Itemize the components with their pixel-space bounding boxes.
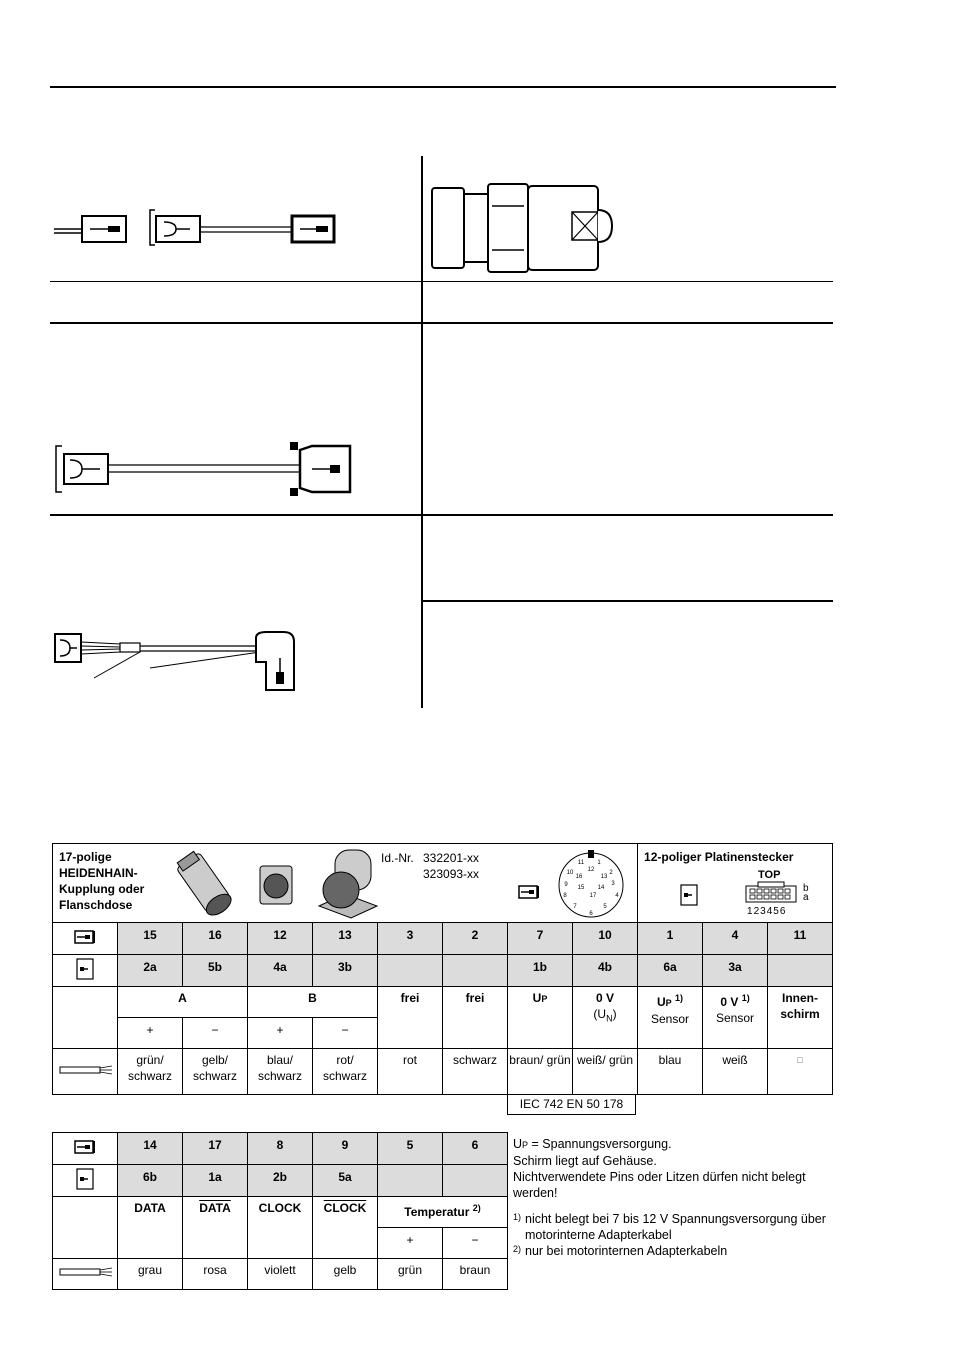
polarity-cell: − [443, 1228, 508, 1259]
flange-socket-image [256, 862, 296, 908]
id-label: Id.-Nr. [381, 851, 414, 865]
cable-diagram-sub-d [50, 436, 370, 500]
board-pin-cell [768, 955, 833, 987]
pin-label: 12 [587, 867, 595, 873]
pin-cell: 6 [443, 1133, 508, 1165]
wire-icon [56, 1064, 114, 1076]
wire-row-icon [53, 1259, 118, 1290]
wire-color: braun/ grün [508, 1049, 573, 1095]
connector-title: 17-polige HEIDENHAIN-Kupplung oder Flanschdose [59, 850, 145, 912]
board-connector-icon [76, 958, 94, 980]
male-connector-icon [73, 1139, 97, 1155]
pin-label: 13 [600, 874, 608, 880]
sensor-label: Sensor [716, 1011, 755, 1025]
board-pin-cell: 5b [183, 955, 248, 987]
pin-label: 2 [609, 870, 613, 876]
pin-table-1 [52, 843, 833, 1095]
wire-color: rot/ schwarz [313, 1049, 378, 1095]
board-pin-cell: 6b [118, 1165, 183, 1197]
pin-table-2 [52, 1132, 508, 1290]
signal-b: B [248, 987, 378, 1018]
signal-clock: CLOCK [248, 1197, 313, 1259]
signal-0v-sensor-label: 0 V [720, 995, 739, 1009]
note-up-subscript: P [522, 1140, 529, 1150]
pin-label: 11 [577, 860, 585, 866]
signal-label-empty [53, 987, 118, 1049]
id-number-2: 323093-xx [423, 867, 480, 881]
board-row-b: b [803, 883, 809, 894]
pin-cell: 1 [638, 923, 703, 955]
male-connector-icon [517, 884, 541, 900]
male-connector-row-icon [53, 923, 118, 955]
polarity-cell: + [118, 1018, 183, 1049]
signal-un-subscript: N [606, 1013, 613, 1024]
board-pin-cell: 3b [313, 955, 378, 987]
pin-layout-diagram [553, 847, 629, 923]
board-pin-numbers: 123456 [747, 906, 787, 917]
pin-cell: 4 [703, 923, 768, 955]
signal-up-sensor-subscript: P [665, 998, 672, 1008]
board-connector-icon [76, 1168, 94, 1190]
standard-box [507, 1095, 636, 1115]
grid-line-2 [50, 322, 833, 324]
pin-label: 3 [611, 881, 615, 887]
grid-vertical-line [421, 156, 423, 708]
notes-block [513, 1136, 843, 1259]
pin-label: 14 [597, 885, 605, 891]
footnote-2-mark: 2) [513, 1244, 522, 1254]
standard-label: IEC 742 EN 50 178 [519, 1097, 624, 1111]
board-connector-row-icon [53, 1165, 118, 1197]
board-pin-cell: 1b [508, 955, 573, 987]
footnote-mark-1: 1) [675, 993, 684, 1003]
pin-cell: 13 [313, 923, 378, 955]
temperature-label: Temperatur [404, 1205, 470, 1219]
pin-cell: 5 [378, 1133, 443, 1165]
pin-cell: 12 [248, 923, 313, 955]
pin-label: 8 [563, 893, 567, 899]
wire-color: weiß [703, 1049, 768, 1095]
signal-a: A [118, 987, 248, 1018]
pin-label: 1 [597, 860, 601, 866]
wire-color: gelb [313, 1259, 378, 1290]
board-pin-cell: 4b [573, 955, 638, 987]
grid-line-4 [423, 600, 833, 602]
pin-cell: 11 [768, 923, 833, 955]
signal-up-sensor-line [638, 990, 702, 1011]
note-up-label: U [513, 1137, 523, 1151]
pin-cell: 10 [573, 923, 638, 955]
wire-color: rosa [183, 1259, 248, 1290]
pin-label: 4 [615, 893, 619, 899]
male-connector-row-icon [53, 1133, 118, 1165]
wire-row-icon [53, 1049, 118, 1095]
board-connector-row-icon [53, 955, 118, 987]
wire-color: grün/ schwarz [118, 1049, 183, 1095]
board-pin-cell: 1a [183, 1165, 248, 1197]
cable-diagram-adapter [50, 628, 320, 698]
footnote-2-text: nur bei motorinternen Adapterkabeln [525, 1244, 728, 1258]
footnote-1 [513, 1211, 843, 1243]
pin-cell: 15 [118, 923, 183, 955]
board-pin-cell [443, 1165, 508, 1197]
note-up-definition [513, 1136, 843, 1153]
board-pin-header-diagram [744, 880, 800, 904]
polarity-cell: + [248, 1018, 313, 1049]
wire-color: grau [118, 1259, 183, 1290]
signal-up [508, 987, 573, 1049]
signal-up-sensor-label: U [656, 995, 666, 1009]
grid-line-3 [50, 514, 833, 516]
signal-inner-shield: Innen-schirm [768, 987, 833, 1049]
pin-label: 15 [577, 885, 585, 891]
polarity-cell: − [313, 1018, 378, 1049]
signal-label-empty [53, 1197, 118, 1259]
signal-un-label: (U [593, 1007, 607, 1021]
signal-up-subscript: P [541, 994, 548, 1004]
sensor-label: Sensor [651, 1012, 690, 1026]
wire-color: gelb/ schwarz [183, 1049, 248, 1095]
pin-label: 9 [564, 882, 568, 888]
board-top-label: TOP [758, 869, 781, 881]
wire-color: schwarz [443, 1049, 508, 1095]
note-unused: Nichtverwendete Pins oder Litzen dürfen nicht belegt werden! [513, 1170, 806, 1200]
pin-label: 17 [589, 893, 597, 899]
board-connector-icon [680, 884, 698, 906]
signal-0v [573, 987, 638, 1049]
footnote-2 [513, 1243, 843, 1259]
pin-label: 6 [589, 911, 593, 917]
signal-un [573, 1006, 637, 1026]
pin-cell: 16 [183, 923, 248, 955]
board-pin-cell: 2a [118, 955, 183, 987]
board-header-cell [638, 844, 833, 923]
note-up-text: = Spannungsversorgung. [528, 1137, 672, 1151]
wire-icon [56, 1266, 114, 1278]
pin-label: 7 [573, 904, 577, 910]
footnote-1-text: nicht belegt bei 7 bis 12 V Spannungsversorgung über motorinterne Adapterkabel [525, 1212, 826, 1242]
pin-label: 16 [575, 874, 583, 880]
footnote-1-mark: 1) [513, 1212, 522, 1222]
signal-temperature [378, 1197, 508, 1228]
pin-label: 10 [566, 870, 574, 876]
signal-data-inverted: DATA [183, 1197, 248, 1259]
wire-color: blau [638, 1049, 703, 1095]
board-pin-cell: 6a [638, 955, 703, 987]
signal-0v-sensor-line [703, 990, 767, 1010]
signal-0v-sensor [703, 987, 768, 1049]
signal-un-close: ) [612, 1007, 617, 1021]
connector-drawing [430, 180, 620, 275]
top-rule [50, 86, 836, 88]
board-pin-cell: 4a [248, 955, 313, 987]
pin-cell: 2 [443, 923, 508, 955]
connector-header-cell [53, 844, 638, 923]
wire-color: rot [378, 1049, 443, 1095]
wire-color: blau/ schwarz [248, 1049, 313, 1095]
signal-frei-1: frei [378, 987, 443, 1049]
board-pin-cell: 5a [313, 1165, 378, 1197]
polarity-cell: − [183, 1018, 248, 1049]
polarity-cell: + [378, 1228, 443, 1259]
board-pin-cell: 3a [703, 955, 768, 987]
wire-color: braun [443, 1259, 508, 1290]
pin-cell: 9 [313, 1133, 378, 1165]
male-connector-icon [73, 929, 97, 945]
wire-color: weiß/ grün [573, 1049, 638, 1095]
board-row-a: a [803, 892, 809, 903]
signal-0v-label: 0 V [596, 991, 615, 1005]
cable-diagram-extension [50, 200, 350, 250]
pin-cell: 7 [508, 923, 573, 955]
id-number-1: 332201-xx [423, 851, 480, 865]
grid-line-1 [50, 281, 833, 282]
signal-frei-2: frei [443, 987, 508, 1049]
signal-clock-inverted: CLOCK [313, 1197, 378, 1259]
pin-cell: 8 [248, 1133, 313, 1165]
board-pin-cell [378, 955, 443, 987]
pin-label: 5 [603, 904, 607, 910]
signal-up-label: U [532, 991, 542, 1005]
angle-socket-image [315, 848, 381, 920]
board-title: 12-poliger Platinenstecker [644, 850, 794, 864]
signal-data: DATA [118, 1197, 183, 1259]
pin-cell: 14 [118, 1133, 183, 1165]
footnote-mark-1: 1) [741, 993, 750, 1003]
pin-cell: 3 [378, 923, 443, 955]
note-shield: Schirm liegt auf Gehäuse. [513, 1154, 657, 1168]
wire-color: grün [378, 1259, 443, 1290]
wire-color: violett [248, 1259, 313, 1290]
signal-up-sensor [638, 987, 703, 1049]
wire-color-shield: □ [768, 1049, 833, 1095]
coupling-image [166, 848, 246, 918]
board-pin-cell: 2b [248, 1165, 313, 1197]
board-pin-cell [443, 955, 508, 987]
board-pin-cell [378, 1165, 443, 1197]
pin-cell: 17 [183, 1133, 248, 1165]
footnote-mark-2: 2) [472, 1203, 481, 1213]
